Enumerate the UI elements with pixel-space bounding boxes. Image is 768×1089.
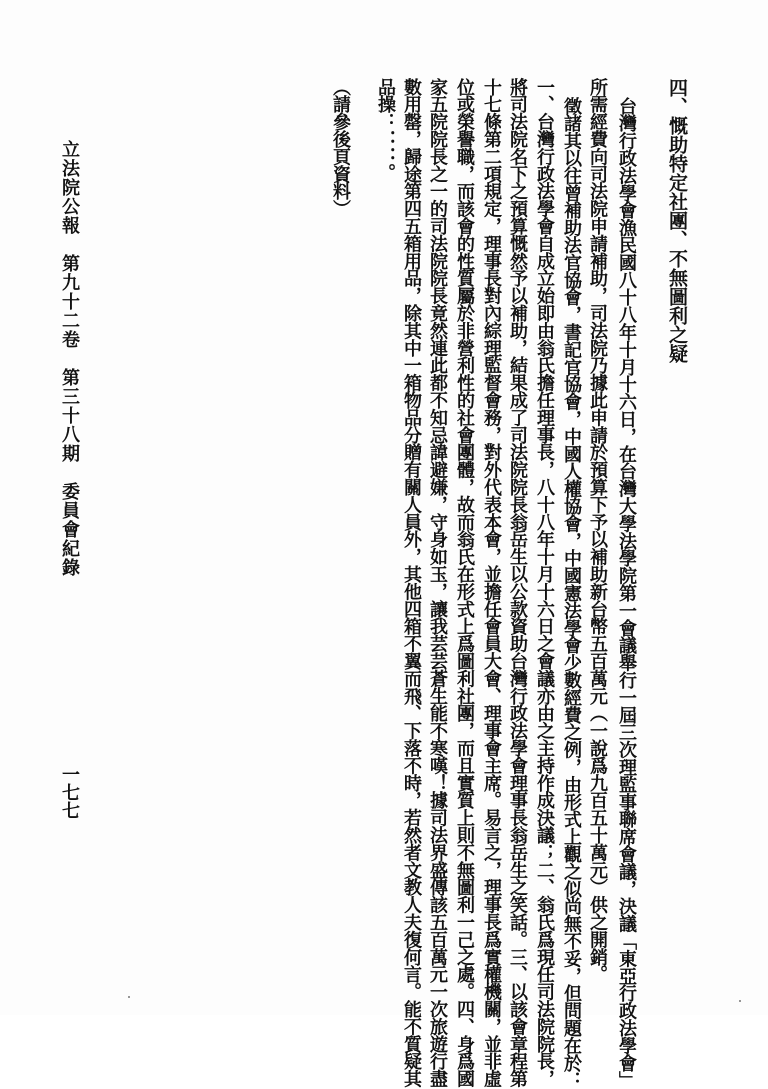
gazette-footer: 立法院公報 第九十二卷 第三十八期 委員會紀錄 xyxy=(59,140,80,577)
body-line-8: 家五院院長之一的司法院院長竟然連此都不知忌諱避嫌，守身如玉，讓我芸芸蒼生能不寒嘆！據司法界盛傳該五百萬元一次旅遊行盡 xyxy=(427,78,448,1088)
body-line-6: 十七條第二項規定，理事長對內綜理監督會務，對外代表本會，並擔任會員大會、理事會主席。易言之，理事長爲實權機關，並非虛 xyxy=(481,78,502,1088)
body-line-1: 台灣行政法學會漁民國八十八年十月十六日，在台灣大學法學院第一會議舉行一屆三次理監事聯席會議，決議「東亞行政法學會」 xyxy=(616,97,637,1089)
section-heading: 四、慨助特定社團、不無圖利之疑 xyxy=(666,78,688,363)
body-line-10: 品操：．．．．。 xyxy=(375,78,396,182)
body-line-3: 徵諸其以往曾補助法官協會，書記官協會，中國人權協會，中國憲法學會少數經費之例，由形式上觀之似尚無不妥，但問題在於： xyxy=(561,97,582,1089)
scan-speck xyxy=(739,1000,741,1002)
scan-speck xyxy=(128,996,130,998)
body-line-2: 所需經費向司法院申請補助，司法院乃據此申請於預算下予以補助新台幣五百萬元（一說爲九百五十萬元）供之開銷。 xyxy=(587,78,608,983)
body-line-5: 將司法院名下之預算慨然予以補助，結果成了司法院院長翁岳生以公款資助台灣行政法學會理事長翁岳生之笑話。三、以該會章程第 xyxy=(507,78,528,1088)
body-line-7: 位或榮譽職，而該會的性質屬於非營利性的社會團體，故而翁氏在形式上爲圖利社團，而且實質上則不無圖利一己之處。四、身爲國 xyxy=(454,78,475,1088)
page-number: 一七七 xyxy=(59,765,80,819)
continuation-note: （請參後頁資料） xyxy=(330,78,351,218)
body-line-9: 數用罄，歸途第四五箱用品，除其中一箱物品分贈有關人員外，其他四箱不翼而飛、下落不時，若然者文教人夫復何言。能不質疑其 xyxy=(401,78,422,1088)
body-line-4: 一、台灣行政法學會自成立始即由翁氏擔任理事長，八十八年十月十六日之會議亦由之主持作成決議；二、翁氏爲現任司法院院長， xyxy=(534,78,555,1088)
